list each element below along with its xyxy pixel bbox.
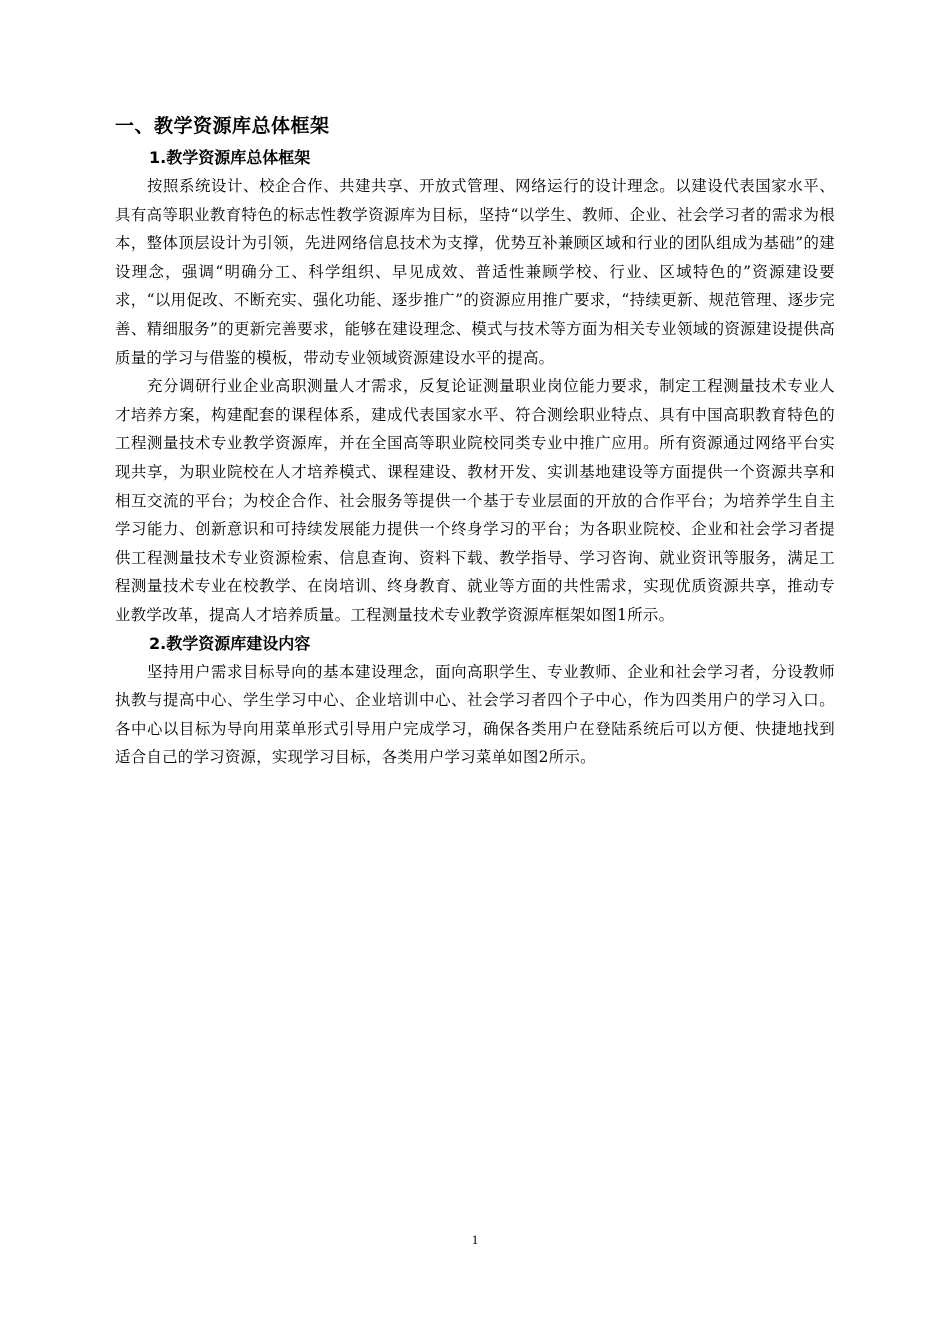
section-2-title: 2.教学资源库建设内容 (149, 633, 311, 653)
section-1-paragraph-1: 按照系统设计、校企合作、共建共享、开放式管理、网络运行的设计理念。以建设代表国家水平、具有高等职业教育特色的标志性教学资源库为目标，坚持“以学生、教师、企业、社会学习者的需求为根本，整体顶层设计为引领，先进网络信息技术为支撑，优势互补兼顾区域和行业的团队组成为基础”的建设理念，强调“明确分工、科学组织、早见成效、普适性兼顾学校、行业、区域特色的”资源建设要求，“以用促改、不断充实、强化功能、逐步推广”的资源应用推广要求，“持续更新、规范管理、逐步完善、精细服务”的更新完善要求，能够在建设理念、模式与技术等方面为相关专业领域的资源建设提供高质量的学习与借鉴的模板，带动专业领域资源建设水平的提高。 (115, 177, 835, 367)
section-1-paragraph-2: 充分调研行业企业高职测量人才需求，反复论证测量职业岗位能力要求，制定工程测量技术专业人才培养方案，构建配套的课程体系，建成代表国家水平、符合测绘职业特点、具有中国高职教育特色的工程测量技术专业教学资源库，并在全国高等职业院校同类专业中推广应用。所有资源通过网络平台实现共享，为职业院校在人才培养模式、课程建设、教材开发、实训基地建设等方面提供一个资源共享和相互交流的平台；为校企合作、社会服务等提供一个基于专业层面的开放的合作平台；为培养学生自主学习能力、创新意识和可持续发展能力提供一个终身学习的平台；为各职业院校、企业和社会学习者提供工程测量技术专业资源检索、信息查询、资料下载、教学指导、学习咨询、就业资讯等服务，满足工程测量技术专业在校教学、在岗培训、终身教育、就业等方面的共性需求，实现优质资源共享，推动专业教学改革，提高人才培养质量。工程测量技术专业教学资源库框架如图1所示。 (115, 377, 835, 624)
document-body (115, 112, 835, 772)
page-number: 1 (471, 1232, 479, 1247)
section-2-paragraph-1: 坚持用户需求目标导向的基本建设理念，面向高职学生、专业教师、企业和社会学习者，分设教师执教与提高中心、学生学习中心、企业培训中心、社会学习者四个子中心，作为四类用户的学习入口。各中心以目标为导向用菜单形式引导用户完成学习，确保各类用户在登陆系统后可以方便、快捷地找到适合自己的学习资源，实现学习目标，各类用户学习菜单如图2所示。 (115, 662, 835, 767)
section-1-title: 1.教学资源库总体框架 (149, 148, 311, 167)
chapter-heading: 一、教学资源库总体框架 (115, 115, 330, 137)
